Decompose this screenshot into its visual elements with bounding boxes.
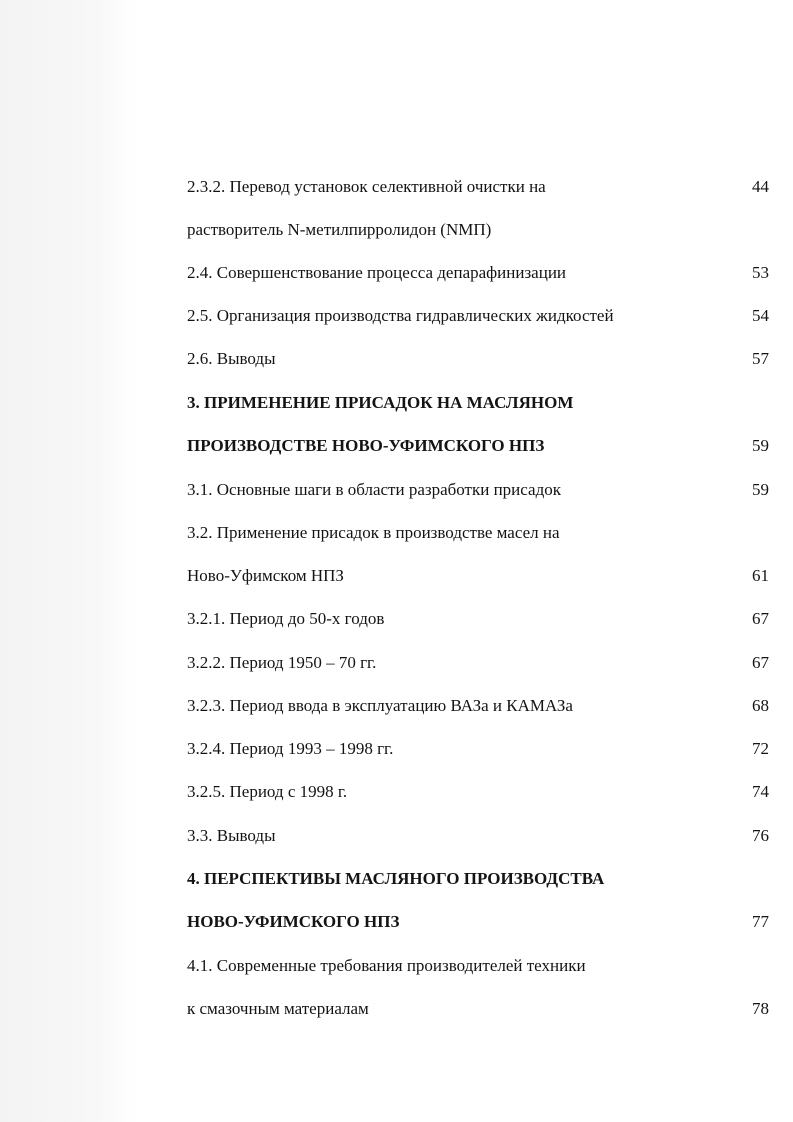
toc-page-number: 61 (752, 566, 769, 585)
toc-page-number: 74 (752, 782, 769, 801)
toc-entry-4-1-line-2: к смазочным материалам (187, 999, 369, 1018)
toc-entry-2-3-2-line-2: растворитель N-метилпирролидон (NМП) (187, 220, 492, 239)
toc-entry-3-2-2: 3.2.2. Период 1950 – 70 гг. (187, 653, 377, 672)
toc-entry-3-2-4: 3.2.4. Период 1993 – 1998 гг. (187, 739, 394, 758)
toc-entry-3-3: 3.3. Выводы (187, 826, 276, 845)
toc-entry-3-2-3: 3.2.3. Период ввода в эксплуатацию ВАЗа и КАМАЗа (187, 696, 573, 715)
toc-entry-3-2-line-1: 3.2. Применение присадок в производстве масел на (187, 523, 560, 542)
toc-page-number: 44 (752, 177, 769, 196)
toc-page-number: 78 (752, 999, 769, 1018)
toc-entry-2-4: 2.4. Совершенствование процесса депарафинизации (187, 263, 567, 282)
toc-entry-3-2-5: 3.2.5. Период с 1998 г. (187, 782, 348, 801)
toc-page-number: 53 (752, 263, 769, 282)
toc-chapter-4-line-2: НОВО-УФИМСКОГО НПЗ (187, 912, 400, 931)
toc-page-number: 57 (752, 349, 769, 368)
toc-entry-3-2-1: 3.2.1. Период до 50-х годов (187, 609, 385, 628)
toc-page-number: 77 (752, 912, 769, 931)
toc-page-number: 54 (752, 306, 769, 325)
toc-entry-3-1: 3.1. Основные шаги в области разработки присадок (187, 480, 561, 499)
toc-entry-2-6: 2.6. Выводы (187, 349, 276, 368)
toc-page-number: 67 (752, 609, 769, 628)
toc-page-number: 76 (752, 826, 769, 845)
toc-page-number: 59 (752, 436, 769, 455)
toc-page-number: 59 (752, 480, 769, 499)
toc-page-number: 67 (752, 653, 769, 672)
toc-chapter-3-line-2: ПРОИЗВОДСТВЕ НОВО-УФИМСКОГО НПЗ (187, 436, 545, 455)
toc-chapter-3-line-1: 3. ПРИМЕНЕНИЕ ПРИСАДОК НА МАСЛЯНОМ (187, 393, 574, 412)
toc-entry-4-1-line-1: 4.1. Современные требования производителей техники (187, 956, 586, 975)
toc-entry-3-2-line-2: Ново-Уфимском НПЗ (187, 566, 344, 585)
toc-chapter-4-line-1: 4. ПЕРСПЕКТИВЫ МАСЛЯНОГО ПРОИЗВОДСТВА (187, 869, 605, 888)
toc-page-number: 68 (752, 696, 769, 715)
toc-entry-2-5: 2.5. Организация производства гидравлических жидкостей (187, 306, 614, 325)
toc-page-number: 72 (752, 739, 769, 758)
toc-entry-2-3-2-line-1: 2.3.2. Перевод установок селективной очистки на (187, 177, 546, 196)
